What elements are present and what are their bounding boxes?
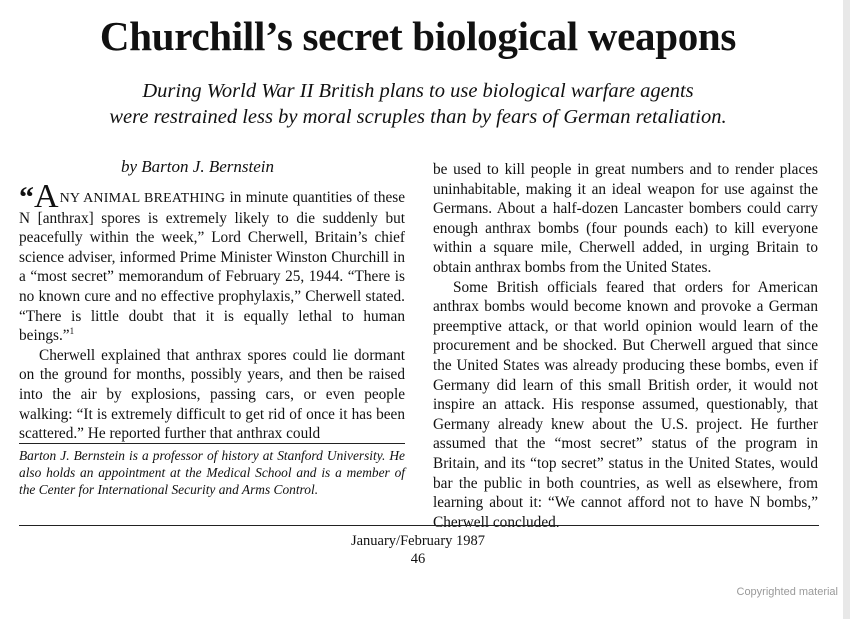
opening-paragraph: [19, 178, 405, 346]
page-edge: [843, 0, 850, 619]
paragraph: be used to kill people in great numbers and to render places uninhabitable, making it an ideal weapon for use against the Germans. About a half-dozen Lancaster bombers could carry enough anthrax bombs (four pounds each) to kill everyone within a square mile, Cherwell added, in urging Britain to obtain anthrax bombs from the United States.: [433, 161, 818, 276]
page-number: 46: [410, 551, 426, 567]
article-subtitle: [0, 78, 836, 130]
author-note: Barton J. Bernstein is a professor of history at Stanford University. He also holds an appointment at the Medical School and is a member of the Center for International Security and Arms Control.: [19, 448, 405, 497]
open-quote-mark: “: [19, 181, 34, 214]
lead-in-smallcaps: NY ANIMAL BREATHING: [59, 191, 226, 206]
byline: by Barton J. Bernstein: [121, 157, 274, 176]
right-column: [433, 160, 818, 532]
copyright-watermark: Copyrighted material: [736, 586, 838, 598]
subtitle-line-1: During World War II British plans to use biological warfare agents: [142, 80, 694, 102]
issue-date: January/February 1987: [350, 533, 486, 549]
paragraph: Some British officials feared that orders for American anthrax bombs would become known and provoke a German preemptive attack, or that world opinion would learn of the procurement and be shocked. But Cherwell argued that since the United States was already producing these bombs, even if Germany did learn of this small British order, it would not inspire an attack. His response assumed, questionably, that Germany already knew about the U.S. project. He further assumed that the “most secret” status of the program in Britain, and its “top secret” status in the United States, would bar the public in both countries, as well as elsewhere, from learning about it: “We cannot afford not to have N bombs,” Cherwell concluded.: [433, 278, 818, 531]
article-title: Churchill’s secret biological weapons: [99, 13, 737, 59]
drop-cap: A: [34, 178, 59, 215]
opening-paragraph-text: in minute quantities of these N [anthrax] spores is extremely likely to die suddenly but peacefully within the week,” Lord Cherwell, Britain’s chief science adviser, informed Prime Minister Winston Churchill in a “most secret” memorandum of February 25, 1944. “There is no known cure and no effective prophylaxis,” Cherwell stated. “There is little doubt that it is equally lethal to human beings.”: [19, 189, 405, 345]
footer-rule: [19, 525, 819, 526]
paragraph: Cherwell explained that anthrax spores could lie dormant on the ground for months, possibly years, and then be raised into the air by explosions, passing cars, or even people walking: “It is extremely difficult to get rid of once it has been scattered.” He reported further that anthrax could: [19, 346, 405, 443]
subtitle-line-2: were restrained less by moral scruples than by fears of German retaliation.: [109, 106, 727, 128]
author-note-rule: [19, 443, 405, 444]
footnote-ref: 1: [69, 326, 75, 337]
left-column: [19, 178, 405, 444]
